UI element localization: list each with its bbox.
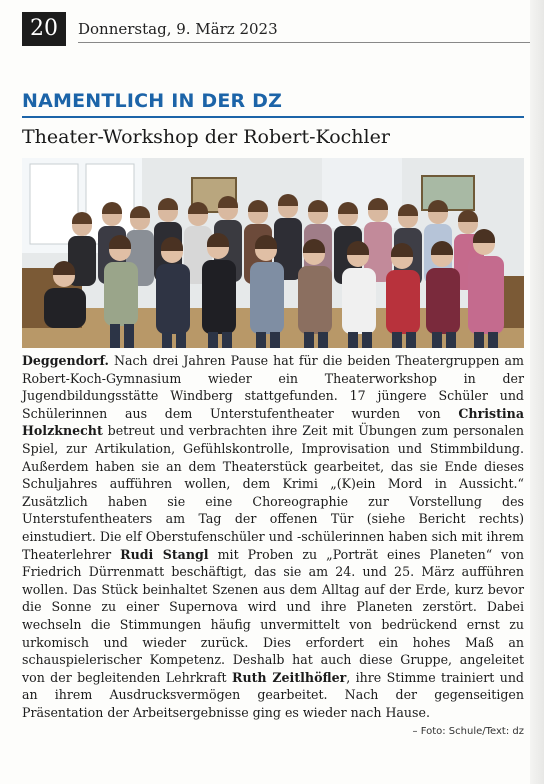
header-divider	[78, 42, 544, 43]
page-header	[22, 12, 542, 48]
article-paragraph-part-1: Nach drei Jahren Pause hat für die beiden Theatergruppen am Robert-Koch-Gymnasium wieder ein Theaterworkshop in der Jugendbildungsstätte Windberg stattgefunden. 17 jüngere Schüler und Schülerinnen aus dem Unterstufentheater wurden von	[22, 353, 524, 421]
page-edge	[530, 0, 544, 784]
person-name-stangl: Rudi Stangl	[120, 546, 209, 562]
person-name-holzknecht: Christina Holzknecht	[22, 405, 524, 439]
photo-text-credit: – Foto: Schule/Text: dz	[412, 726, 524, 738]
article-paragraph-part-3: mit Proben zu „Porträt eines Planeten“ von Friedrich Dürrenmatt beschäftigt, das sie am 24. und 25. März aufführen wollen. Das Stück beinhaltet Szenen aus dem Alltag auf der Erde, kurz bevor die Sonne zu einer Supernova wird und ihre Planeten zerstört. Dabei wechseln die Stimmungen häufig unvermittelt von bedrückend ernst zu urkomisch und wieder zurück. Dies erfordert ein hohes Maß an schauspielerischer Kompetenz. Deshalb hat auch diese Gruppe, angeleitet von der begleitenden Lehrkraft	[22, 546, 524, 685]
person-name-zeitlhoefler: Ruth Zeitlhöfler	[231, 669, 347, 685]
article-body	[22, 352, 524, 741]
group-photo-illustration	[22, 158, 524, 348]
section-kicker: NAMENTLICH IN DER DZ	[22, 90, 283, 112]
article-dateline: Deggendorf.	[22, 353, 109, 368]
article-headline: Theater-Workshop der Robert-Kochler	[22, 126, 390, 148]
page-number: 20	[22, 12, 66, 46]
article-paragraph-part-2: betreut und verbrachten ihre Zeit mit Übungen zum personalen Spiel, zur Artikulation, Gefühlskontrolle, Improvisation und Stimmbildung. Außerdem haben sie an dem Theaterstück gearbeitet, das sie Ende dieses Schuljahres aufführen wollen, dem Krimi „(K)ein Mord in Aussicht.“ Zusätzlich haben sie eine Choreographie zur Vorstellung des Unterstufentheaters am Tag der offenen Tür (siehe Bericht rechts) einstudiert. Die elf Oberstufenschüler und -schülerinnen haben sich mit ihrem Theaterlehrer	[22, 423, 524, 562]
group-photo	[22, 158, 524, 348]
section-divider	[22, 116, 524, 118]
issue-date: Donnerstag, 9. März 2023	[78, 20, 278, 38]
article-paragraph-part-4: , ihre Stimme trainiert und an ihrem Ausdrucksvermögen gearbeitet. Nach der gegenseitigen Präsentation der Arbeitsergebnisse ging es wieder nach Hause.	[22, 669, 524, 720]
